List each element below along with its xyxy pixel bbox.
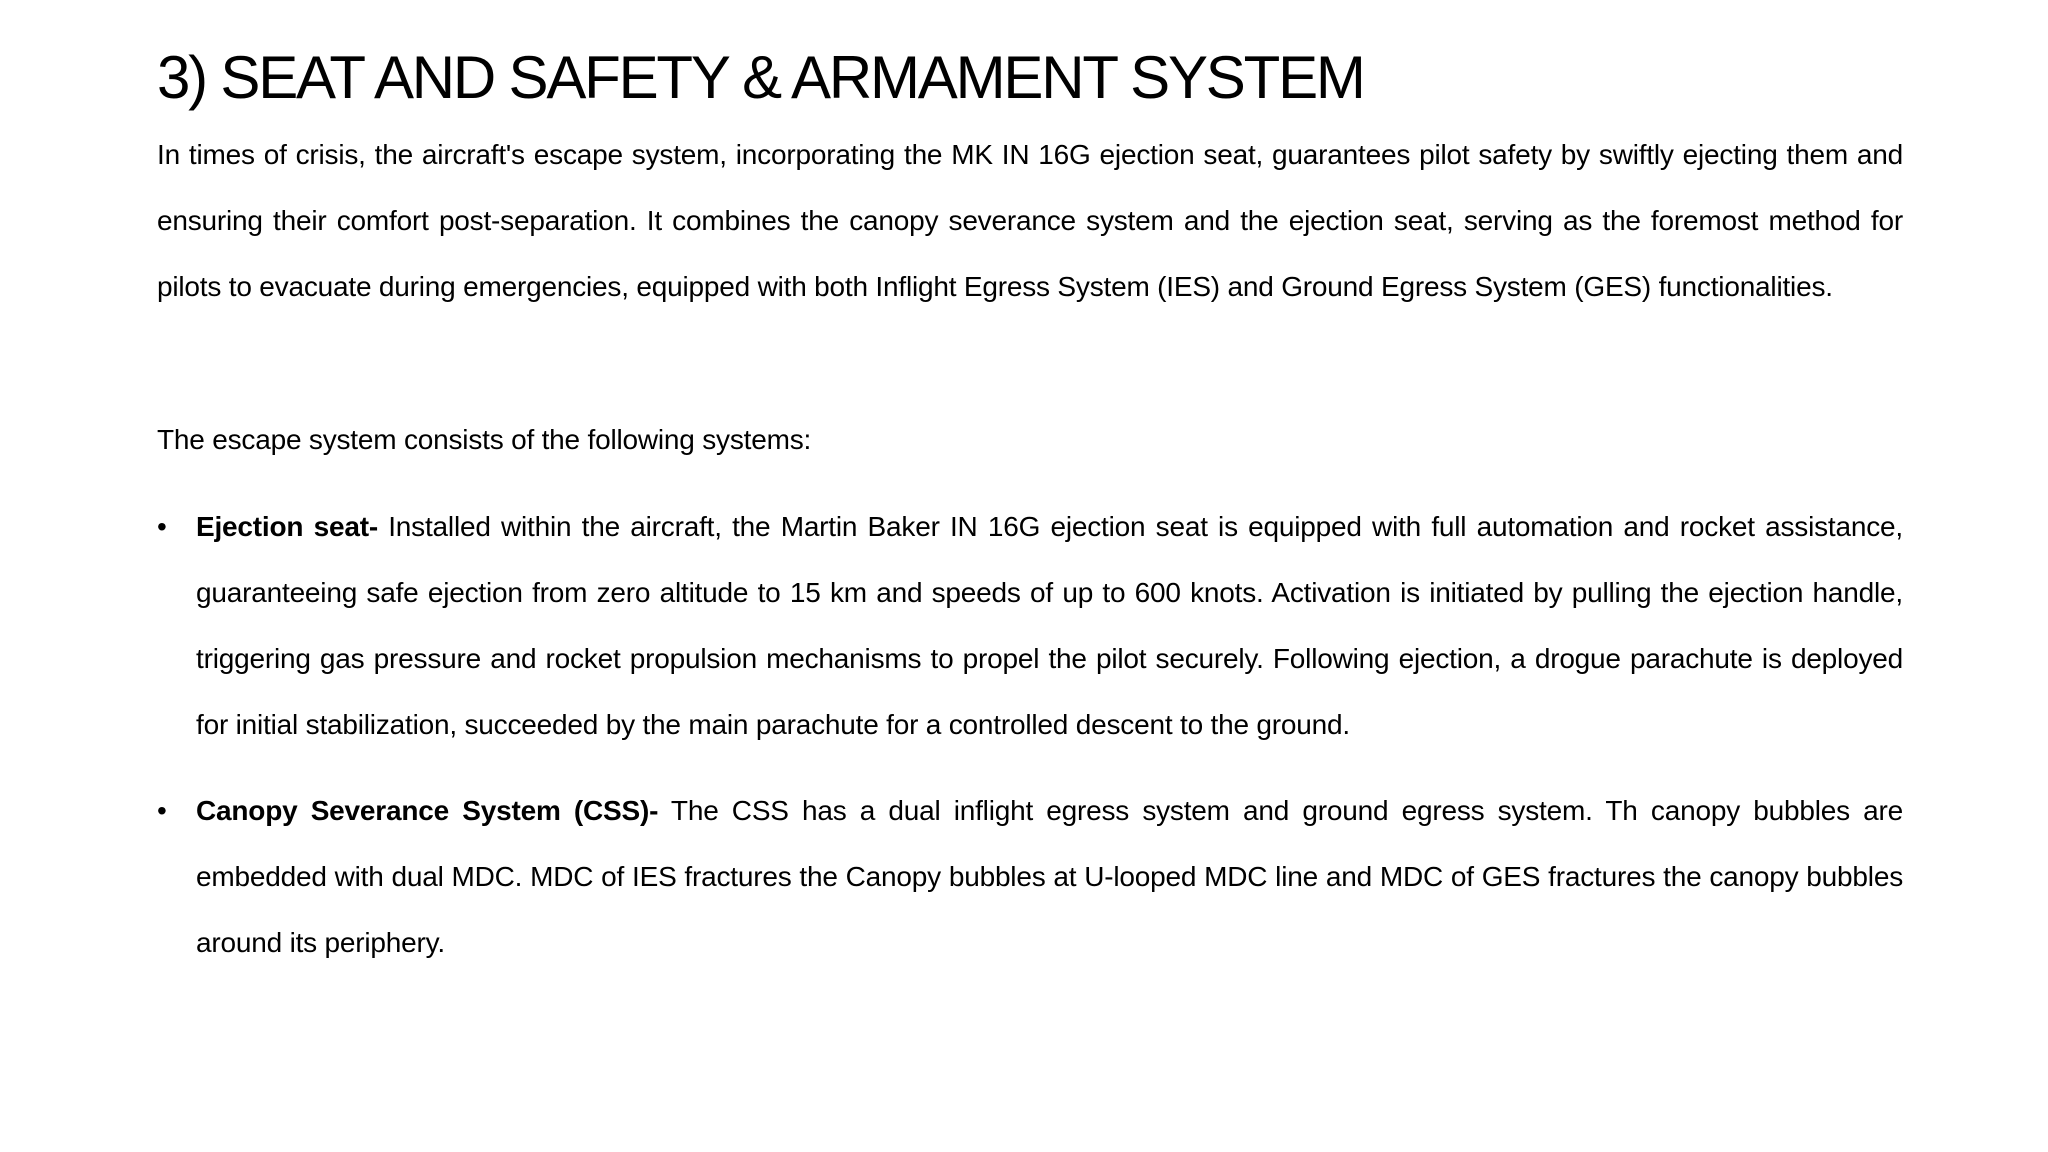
- bullet-term: Canopy Severance System (CSS)-: [196, 795, 659, 826]
- bullet-term: Ejection seat-: [196, 511, 378, 542]
- bullet-item-canopy-severance: [157, 778, 1903, 976]
- intro-paragraph: In times of crisis, the aircraft's escape system, incorporating the MK IN 16G ejection seat, guarantees pilot safety by swiftly ejecting them and ensuring their comfort post-separation. It combines the canopy severance system and the ejection seat, serving as the foremost method for pilots to evacuate during emergencies, equipped with both Inflight Egress System (IES) and Ground Egress System (GES) functionalities.: [157, 139, 1903, 302]
- bullet-icon: •: [157, 511, 167, 542]
- lead-sentence: The escape system consists of the following systems:: [157, 424, 812, 455]
- bullet-list: [157, 494, 1903, 996]
- bullet-icon: •: [157, 795, 167, 826]
- bullet-text: Installed within the aircraft, the Martin Baker IN 16G ejection seat is equipped with full automation and rocket assistance, guaranteeing safe ejection from zero altitude to 15 km and speeds of up to 600 knots. Activation is initiated by pulling the ejection handle, triggering gas pressure and rocket propulsion mechanisms to propel the pilot securely. Following ejection, a drogue parachute is deployed for initial stabilization, succeeded by the main parachute for a controlled descent to the ground.: [196, 511, 1903, 740]
- bullet-item-ejection-seat: [157, 494, 1903, 758]
- slide-title: 3) SEAT AND SAFETY & ARMAMENT SYSTEM: [157, 44, 1364, 111]
- bullet-text: The CSS has a dual inflight egress system and ground egress system. Th canopy bubbles are embedded with dual MDC. MDC of IES fractures the Canopy bubbles at U-looped MDC line and MDC of GES fractures the canopy bubbles around its periphery.: [196, 795, 1903, 958]
